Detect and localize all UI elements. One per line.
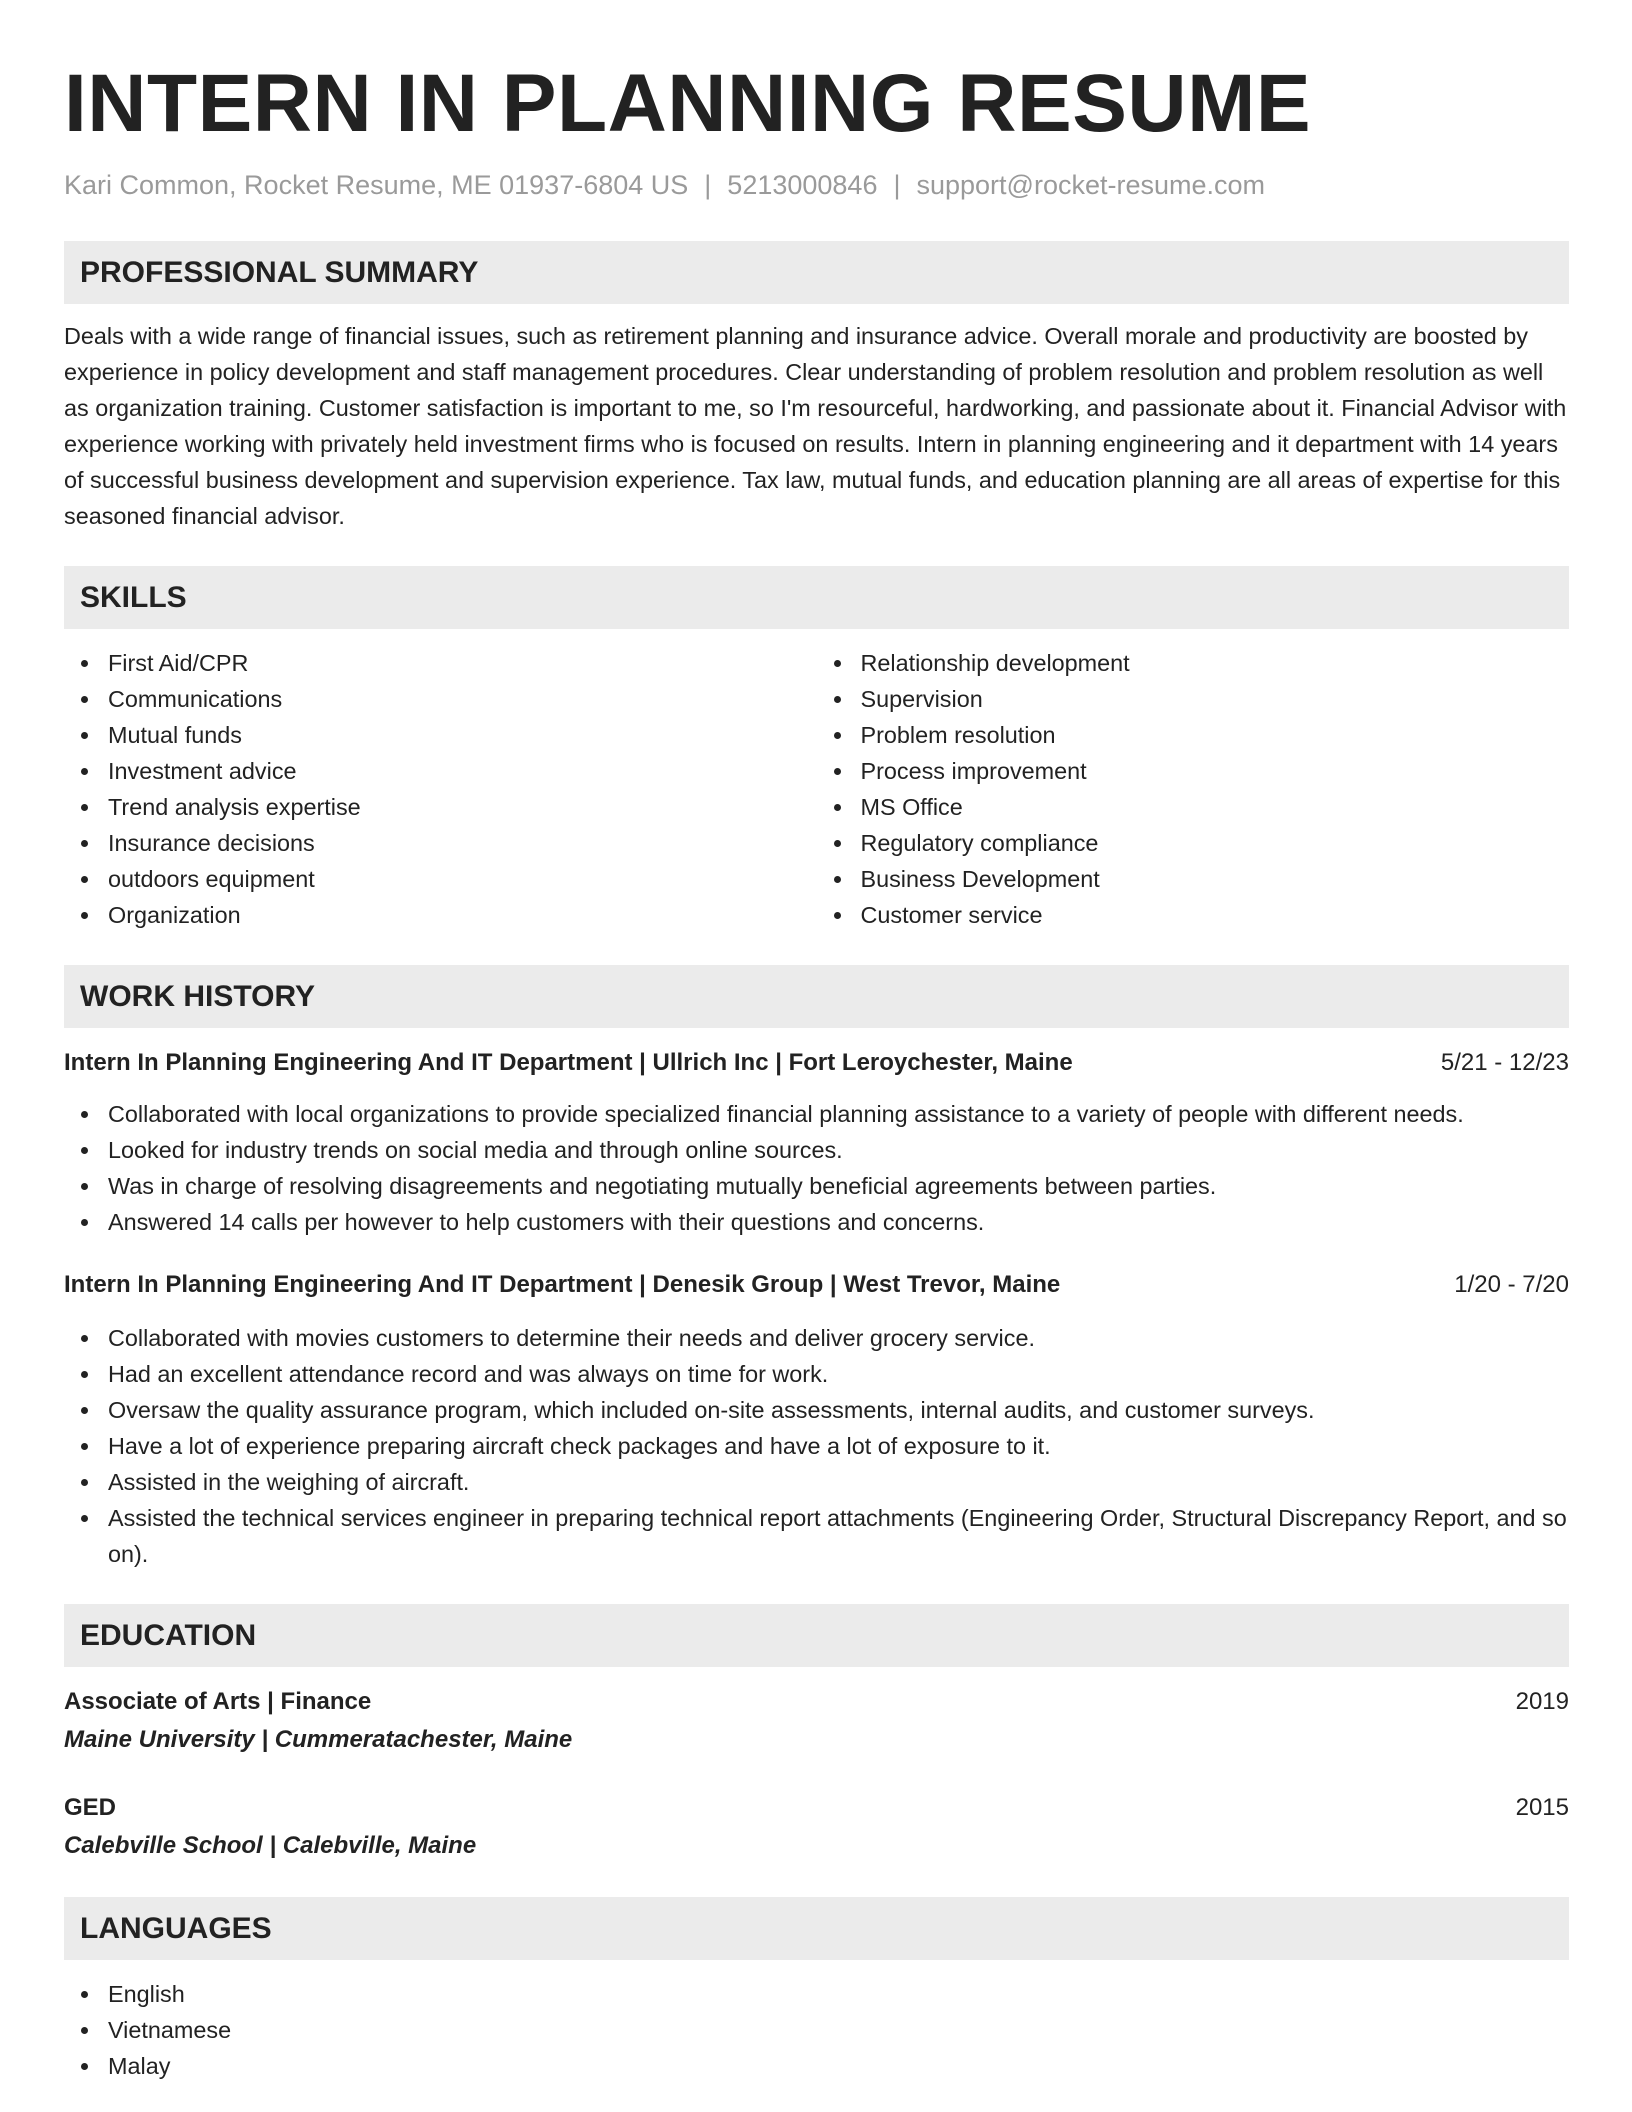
summary-text: Deals with a wide range of financial issues, such as retirement planning and insurance advice. Overall morale and productivity are boosted by experience in policy development and staff management procedures. Clear understanding of problem resolution and problem resolution as well as organization training. Customer satisfaction is important to me, so I'm resourceful, hardworking, and passionate about it. Financial Advisor with experience working with privately held investment firms who is focused on results. Intern in planning engineering and it department with 14 years of successful business development and supervision experience. Tax law, mutual funds, and education planning are all areas of expertise for this seasoned financial advisor. <box>64 323 1567 529</box>
contact-line <box>64 168 1569 202</box>
job-bullets <box>64 1096 1569 1240</box>
skill-item: Insurance decisions <box>64 825 817 861</box>
skill-item: Investment advice <box>64 753 817 789</box>
skill-item: Regulatory compliance <box>817 825 1570 861</box>
job-dates: 1/20 - 7/20 <box>1454 1271 1569 1298</box>
job-bullet: Had an excellent attendance record and was always on time for work. <box>64 1356 1569 1392</box>
skill-item: Supervision <box>817 681 1570 717</box>
education-year: 2019 <box>1515 1688 1569 1715</box>
skills-heading: SKILLS <box>64 566 1569 629</box>
skill-item: Trend analysis expertise <box>64 789 817 825</box>
job-bullets <box>64 1320 1569 1572</box>
skills-column-right <box>817 645 1570 933</box>
job-bullet: Have a lot of experience preparing aircraft check packages and have a lot of exposure to it. <box>64 1428 1569 1464</box>
job-bullet: Assisted the technical services engineer in preparing technical report attachments (Engineering Order, Structural Discrepancy Report, and so on). <box>64 1500 1569 1572</box>
skill-item: Customer service <box>817 897 1570 933</box>
languages-list <box>64 1976 1569 2084</box>
contact-address: Kari Common, Rocket Resume, ME 01937-6804 US <box>64 170 689 200</box>
education-school: Maine University | Cummeratachester, Maine <box>64 1726 573 1753</box>
job-title: Intern In Planning Engineering And IT Department | Ullrich Inc | Fort Leroychester, Maine <box>64 1049 1073 1076</box>
job-entry <box>64 1046 1569 1240</box>
education-degree: Associate of Arts | Finance <box>64 1688 372 1715</box>
skill-item: Process improvement <box>817 753 1570 789</box>
job-dates: 5/21 - 12/23 <box>1440 1049 1569 1076</box>
skills-list <box>64 645 1569 933</box>
language-item: Vietnamese <box>64 2012 1569 2048</box>
job-header <box>64 1046 1569 1080</box>
job-bullet: Answered 14 calls per however to help customers with their questions and concerns. <box>64 1204 1569 1240</box>
education-header <box>64 1791 1569 1825</box>
job-bullet: Oversaw the quality assurance program, which included on-site assessments, internal audits, and customer surveys. <box>64 1392 1569 1428</box>
education-school: Calebville School | Calebville, Maine <box>64 1832 477 1859</box>
skills-column-left <box>64 645 817 933</box>
education-entry <box>64 1685 1569 1757</box>
job-title: Intern In Planning Engineering And IT Department | Denesik Group | West Trevor, Maine <box>64 1271 1061 1298</box>
work-heading: WORK HISTORY <box>64 965 1569 1028</box>
job-bullet: Assisted in the weighing of aircraft. <box>64 1464 1569 1500</box>
contact-email: support@rocket-resume.com <box>916 170 1266 200</box>
skill-item: Problem resolution <box>817 717 1570 753</box>
skill-item: Organization <box>64 897 817 933</box>
education-heading: EDUCATION <box>64 1604 1569 1667</box>
skill-item: outdoors equipment <box>64 861 817 897</box>
skill-item: Mutual funds <box>64 717 817 753</box>
summary-heading: PROFESSIONAL SUMMARY <box>64 241 1569 304</box>
job-bullet: Was in charge of resolving disagreements and negotiating mutually beneficial agreements between parties. <box>64 1168 1569 1204</box>
education-year: 2015 <box>1515 1794 1569 1821</box>
skill-item: Relationship development <box>817 645 1570 681</box>
contact-separator: | <box>893 170 901 200</box>
contact-phone: 5213000846 <box>727 170 878 200</box>
education-entry <box>64 1791 1569 1863</box>
job-bullet: Collaborated with movies customers to determine their needs and deliver grocery service. <box>64 1320 1569 1356</box>
skill-item: Business Development <box>817 861 1570 897</box>
skill-item: MS Office <box>817 789 1570 825</box>
job-bullet: Looked for industry trends on social media and through online sources. <box>64 1132 1569 1168</box>
skill-item: First Aid/CPR <box>64 645 817 681</box>
language-item: Malay <box>64 2048 1569 2084</box>
job-entry <box>64 1268 1569 1572</box>
language-item: English <box>64 1976 1569 2012</box>
languages-heading: LANGUAGES <box>64 1897 1569 1960</box>
contact-separator: | <box>704 170 712 200</box>
education-degree: GED <box>64 1794 117 1821</box>
skill-item: Communications <box>64 681 817 717</box>
job-bullet: Collaborated with local organizations to provide specialized financial planning assistance to a variety of people with different needs. <box>64 1096 1569 1132</box>
job-header <box>64 1268 1569 1302</box>
resume-title: INTERN IN PLANNING RESUME <box>64 58 1312 149</box>
education-header <box>64 1685 1569 1719</box>
